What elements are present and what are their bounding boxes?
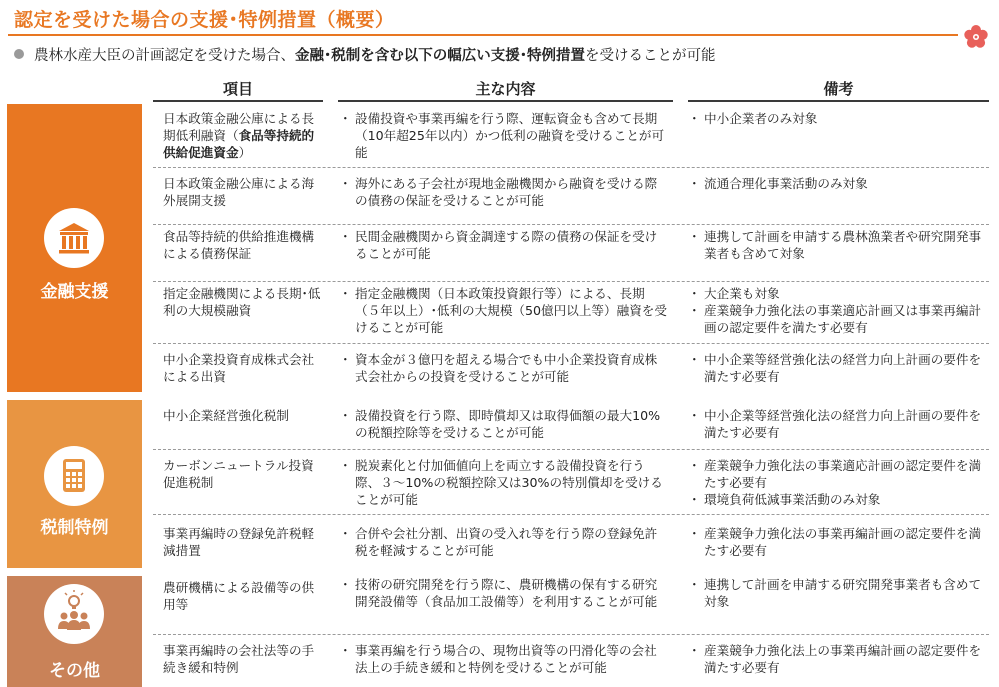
row-content: ・ 設備投資や事業再編を行う際、運転資金も含めて長期（10年超25年以内）かつ低利の融資を受けることが可能: [339, 110, 669, 161]
group-finance-label: 金融支援: [40, 282, 109, 302]
row-content: ・ 設備投資を行う際、即時償却又は取得価額の最大10%の税額控除等を受けることが可能: [339, 407, 669, 441]
table-row: [153, 576, 989, 635]
row-remarks: ・ 産業競争力強化法上の事業再編計画の認定要件を満たす必要有: [688, 642, 988, 676]
header-item: 項目: [153, 78, 323, 102]
table-row: [153, 450, 989, 515]
row-remarks: ・ 産業競争力強化法の事業適応計画の認定要件を満たす必要有 ・ 環境負荷低減事業活動のみ対象: [688, 457, 988, 508]
row-content: ・ 指定金融機関（日本政策投資銀行等）による、長期（５年以上）･低利の大規模（50億円以上等）融資を受けることが可能: [339, 285, 669, 336]
page-title: 認定を受けた場合の支援･特例措置（概要）: [14, 9, 395, 31]
group-other-label: その他: [49, 661, 100, 681]
table-row: [153, 104, 989, 168]
row-item: 食品等持続的供給推進機構による債務保証: [163, 229, 315, 261]
row-item: 農研機構による設備等の供用等: [163, 580, 315, 612]
row-item: 中小企業投資育成株式会社による出資: [163, 352, 315, 384]
row-item: 日本政策金融公庫による長期低利融資（食品等持続的供給促進資金）: [163, 111, 315, 160]
row-item: 日本政策金融公庫による海外展開支援: [163, 176, 315, 208]
row-item: 指定金融機関による長期･低利の大規模融資: [163, 286, 321, 318]
calculator-icon: [44, 446, 104, 506]
group-finance: [7, 104, 142, 392]
row-content: ・ 民間金融機関から資金調達する際の債務の保証を受けることが可能: [339, 228, 669, 262]
group-tax-circle: [44, 446, 104, 506]
people-idea-icon: [44, 584, 104, 644]
group-tax-label: 税制特例: [40, 518, 109, 538]
row-remarks: ・ 連携して計画を申請する研究開発事業者も含めて対象: [688, 576, 988, 610]
group-other: [7, 576, 142, 687]
row-item: 事業再編時の会社法等の手続き緩和特例: [163, 643, 315, 675]
bullet-dot-icon: [14, 49, 24, 59]
title-bar: [0, 0, 999, 38]
row-remarks: ・ 中小企業等経営強化法の経営力向上計画の要件を満たす必要有: [688, 351, 988, 385]
bank-icon: [44, 208, 104, 268]
table-row: [153, 515, 989, 568]
group-finance-circle: [44, 208, 104, 268]
group-other-circle: [44, 584, 104, 644]
table-row: [153, 282, 989, 344]
row-remarks: ・ 中小企業等経営強化法の経営力向上計画の要件を満たす必要有: [688, 407, 988, 441]
row-content: ・ 合併や会社分割、出資の受入れ等を行う際の登録免許税を軽減することが可能: [339, 525, 669, 559]
group-tax: [7, 400, 142, 568]
row-item: カーボンニュートラル投資促進税制: [163, 458, 314, 490]
table-row: [153, 168, 989, 225]
row-item: 事業再編時の登録免許税軽減措置: [163, 526, 315, 558]
row-content: ・ 事業再編を行う場合の、現物出資等の円滑化等の会社法上の手続き緩和と特例を受けることが可能: [339, 642, 669, 676]
table-row: [153, 344, 989, 392]
table-row: [153, 635, 989, 687]
intro-pre: 農林水産大臣の計画認定を受けた場合、: [34, 48, 295, 64]
row-remarks: ・ 中小企業者のみ対象: [688, 110, 988, 127]
header-remarks: 備考: [688, 78, 989, 102]
row-remarks: ・ 産業競争力強化法の事業再編計画の認定要件を満たす必要有: [688, 525, 988, 559]
row-item: 中小企業経営強化税制: [163, 408, 289, 423]
intro-post: を受けることが可能: [585, 48, 716, 64]
title-underline: [8, 34, 958, 36]
row-remarks: ・ 流通合理化事業活動のみ対象: [688, 175, 988, 192]
table-row: [153, 225, 989, 282]
row-remarks: ・ 連携して計画を申請する農林漁業者や研究開発事業者も含めて対象: [688, 228, 988, 262]
row-content: ・ 技術の研究開発を行う際に、農研機構の保有する研究開発設備等（食品加工設備等）を利用することが可能: [339, 576, 669, 610]
header-content: 主な内容: [338, 78, 673, 102]
row-remarks: ・ 大企業も対象 ・ 産業競争力強化法の事業適応計画又は事業再編計画の認定要件を満たす必要有: [688, 285, 988, 336]
table-row: [153, 400, 989, 450]
row-content: ・ 脱炭素化と付加価値向上を両立する設備投資を行う際、３～10%の税額控除又は30%の特別償却を受けることが可能: [339, 457, 669, 508]
intro-text: [14, 44, 716, 65]
intro-bold: 金融･税制を含む以下の幅広い支援･特例措置: [295, 48, 585, 64]
flower-logo-icon: [963, 24, 989, 50]
row-content: ・ 資本金が３億円を超える場合でも中小企業投資育成株式会社からの投資を受けることが可能: [339, 351, 669, 385]
row-content: ・ 海外にある子会社が現地金融機関から融資を受ける際の債務の保証を受けることが可能: [339, 175, 669, 209]
